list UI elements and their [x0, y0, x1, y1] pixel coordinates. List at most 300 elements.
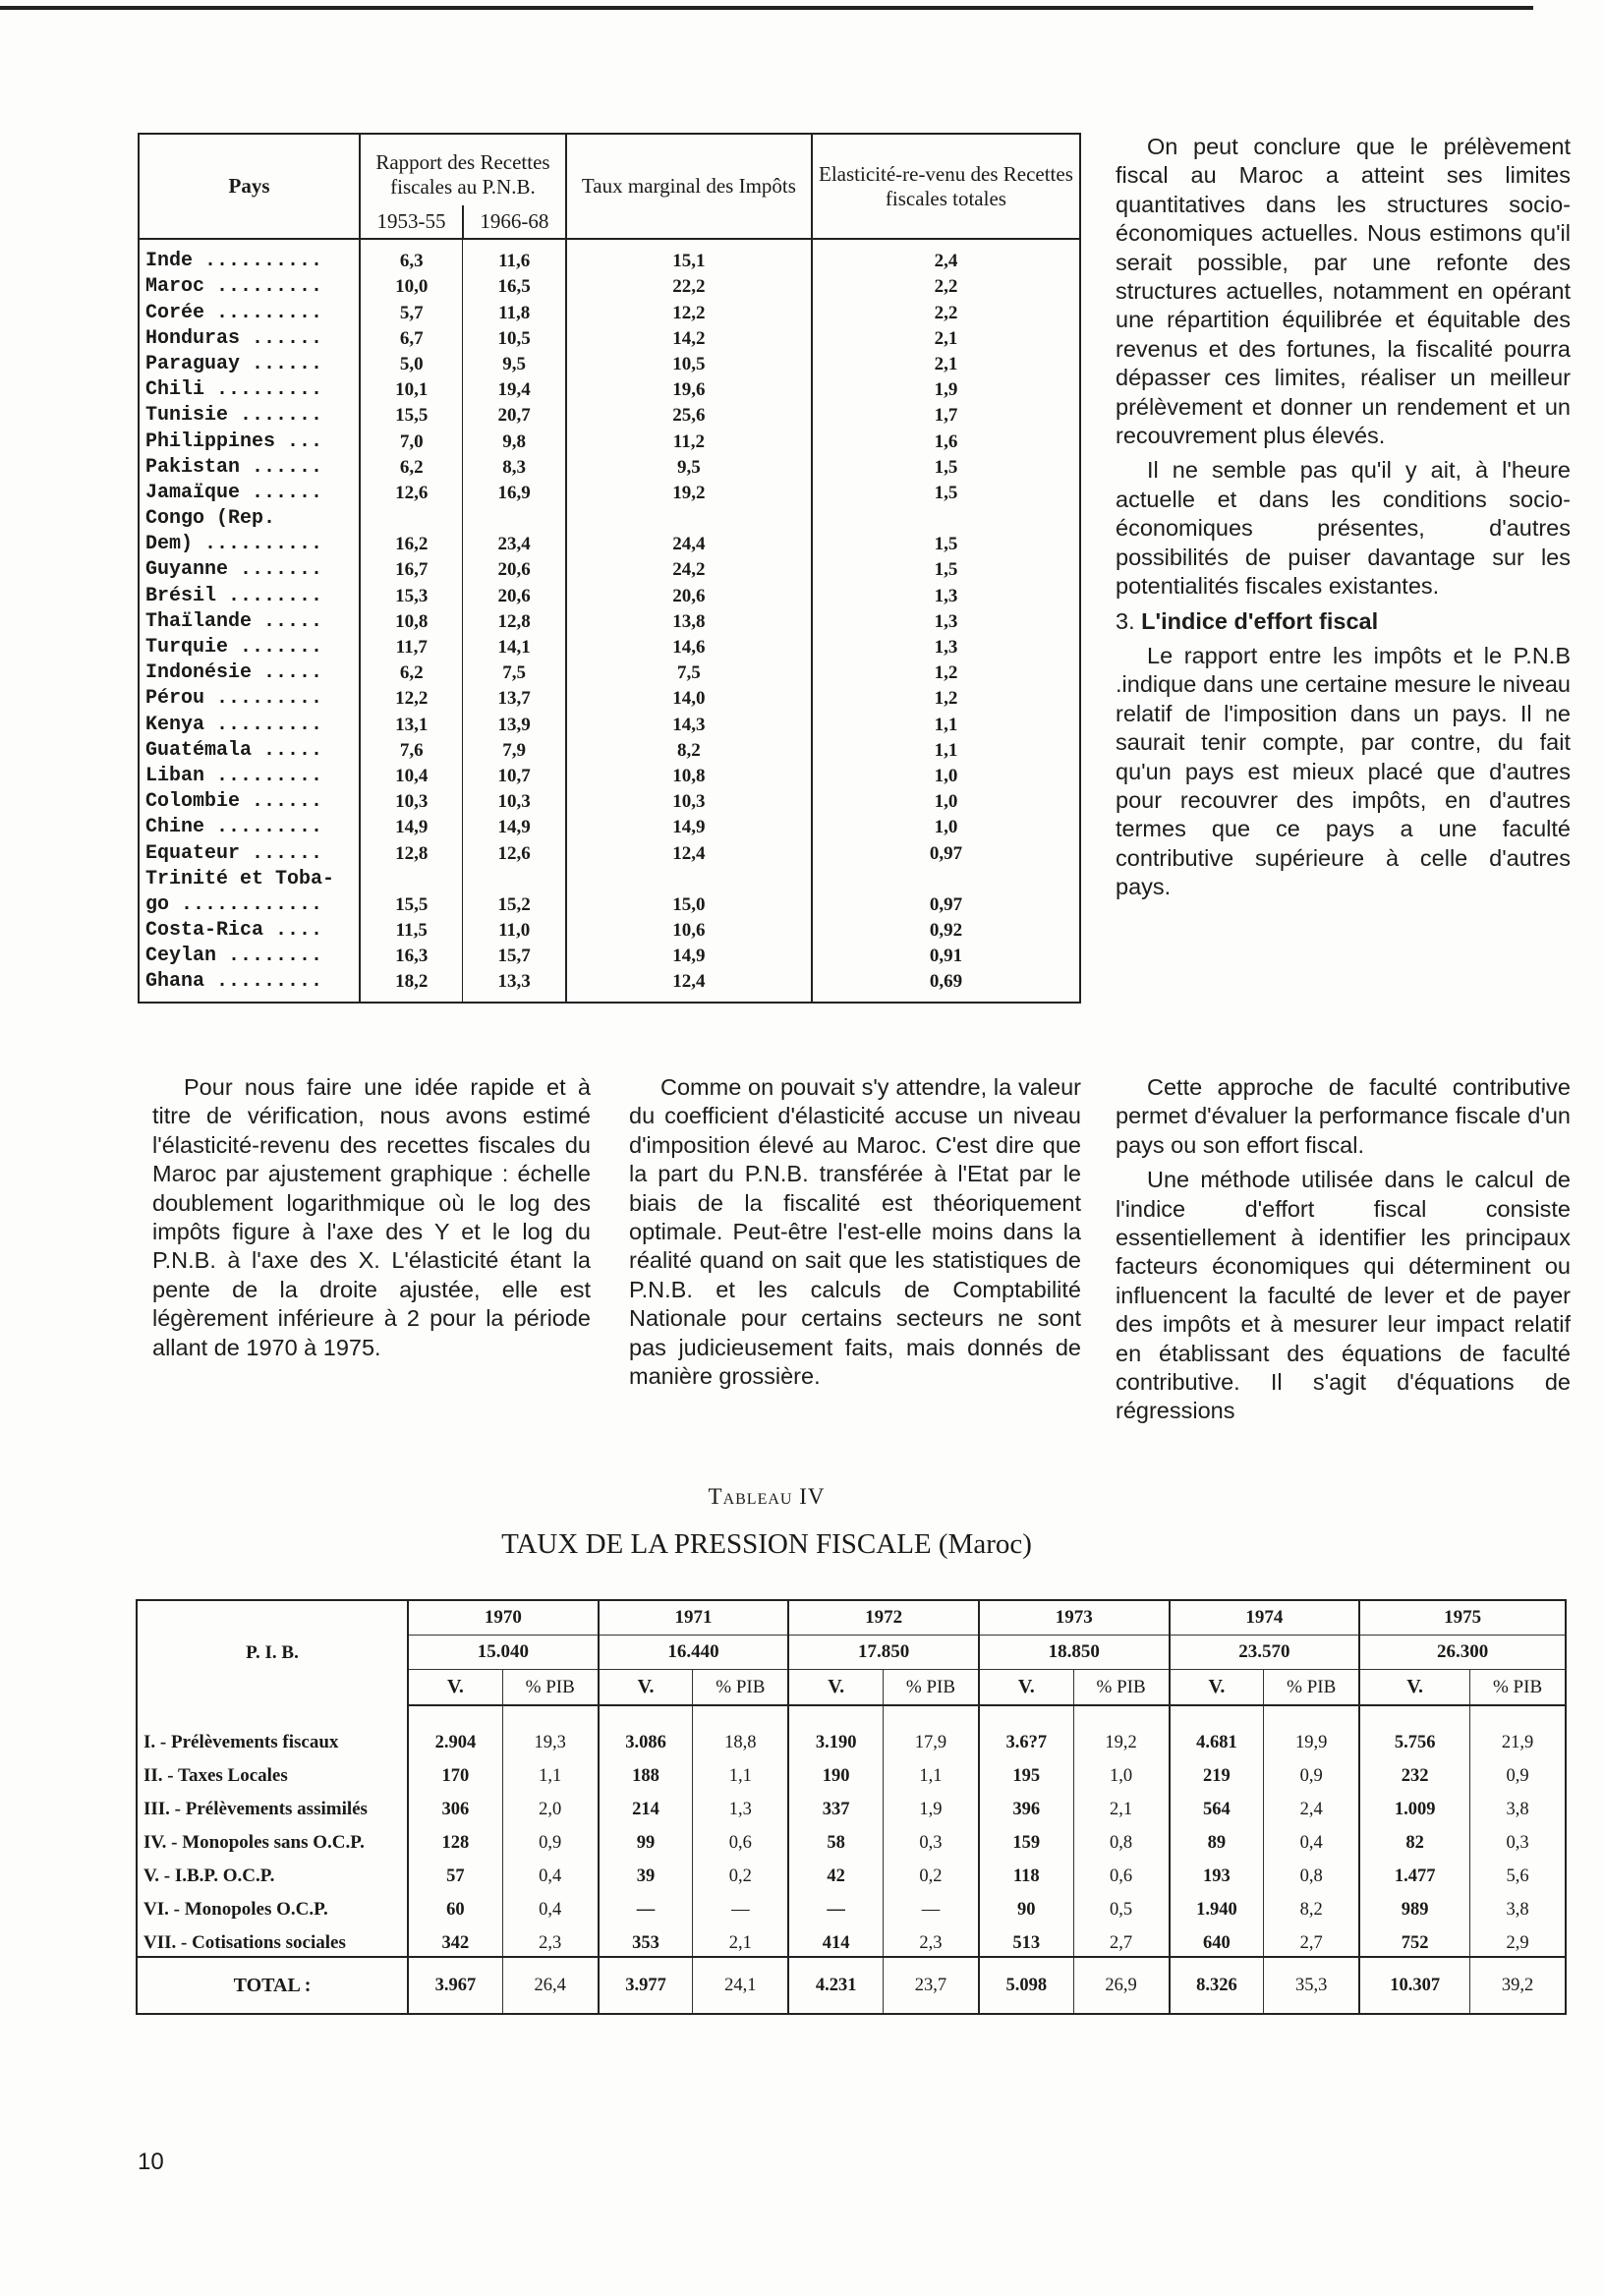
table-row [139, 660, 1080, 685]
value-cell: 195 [979, 1755, 1073, 1789]
value-cell: 353 [599, 1923, 693, 1957]
marginal-rate: 10,8 [566, 763, 812, 788]
value-cell: 1.477 [1359, 1856, 1470, 1889]
marginal-rate: 14,6 [566, 634, 812, 660]
spacer-cell [1073, 1705, 1169, 1722]
pct-cell: 19,3 [502, 1722, 598, 1755]
total-pct: 24,1 [693, 1957, 788, 2014]
marginal-rate [566, 505, 812, 531]
country-name: Colombie ...... [139, 788, 360, 814]
pct-cell: 0,8 [1264, 1856, 1359, 1889]
pct-pib-header: % PIB [502, 1670, 598, 1706]
elasticity: 2,2 [934, 302, 958, 323]
total-value: 3.977 [599, 1957, 693, 2014]
ratio-1966-68: 13,7 [463, 685, 566, 711]
paragraph: Une méthode utilisée dans le calcul de l'indice d'effort fiscal consiste essentiellement à identifier les principaux facteurs économiques qui déterminent ou influencent la faculté de lever et de payer des impôts et à mesurer leur impact relatif en établissant des équations de faculté contributive. Il s'agit d'équations de régressions [1116, 1167, 1571, 1424]
total-pct: 35,3 [1264, 1957, 1359, 2014]
ratio-1966-68: 20,6 [463, 582, 566, 607]
marginal-rate: 15,0 [566, 891, 812, 917]
pct-cell: 2,9 [1470, 1923, 1566, 1957]
table-row [137, 1889, 1566, 1923]
section-title: L'indice d'effort fiscal [1141, 607, 1379, 634]
middle-column-text [629, 1073, 1081, 1397]
marginal-rate: 14,2 [566, 325, 812, 351]
value-cell: 39 [599, 1856, 693, 1889]
section-number: 3. [1116, 607, 1135, 634]
value-cell: 337 [788, 1789, 883, 1822]
country-name: Chili ......... [139, 376, 360, 402]
row-label: III. - Prélèvements assimilés [137, 1789, 408, 1822]
marginal-rate: 7,5 [566, 660, 812, 685]
ratio-1966-68: 12,6 [463, 839, 566, 865]
value-cell: 128 [408, 1822, 502, 1856]
value-cell: 159 [979, 1822, 1073, 1856]
country-name: Philippines ... [139, 428, 360, 453]
ratio-1953-55: 5,7 [360, 299, 463, 324]
v-header: V. [979, 1670, 1073, 1706]
value-cell: 1.009 [1359, 1789, 1470, 1822]
country-name: Corée ......... [139, 299, 360, 324]
paragraph: Cette approche de faculté contributive permet d'évaluer la performance fiscale d'un pays ou son effort fiscal. [1116, 1074, 1571, 1158]
value-cell: 89 [1170, 1822, 1264, 1856]
elasticity-table [138, 133, 1081, 1004]
marginal-rate: 25,6 [566, 402, 812, 428]
country-name: Indonésie ..... [139, 660, 360, 685]
ratio-1966-68: 16,5 [463, 273, 566, 299]
pct-cell: 2,1 [1073, 1789, 1169, 1822]
elasticity: 2,2 [934, 276, 958, 298]
ratio-1953-55: 12,8 [360, 839, 463, 865]
elasticity: 1,5 [934, 482, 958, 503]
ratio-1953-55 [360, 866, 463, 891]
table-row [137, 1822, 1566, 1856]
pct-cell: 0,3 [1470, 1822, 1566, 1856]
value-cell: 188 [599, 1755, 693, 1789]
table-row [139, 917, 1080, 943]
marginal-rate: 14,9 [566, 943, 812, 968]
ratio-1953-55: 16,2 [360, 531, 463, 556]
pct-cell: 0,6 [1073, 1856, 1169, 1889]
pct-cell: 0,9 [502, 1822, 598, 1856]
row-label: VI. - Monopoles O.C.P. [137, 1889, 408, 1923]
value-cell: 752 [1359, 1923, 1470, 1957]
pct-pib-header: % PIB [693, 1670, 788, 1706]
total-pct: 26,4 [502, 1957, 598, 2014]
value-cell: 214 [599, 1789, 693, 1822]
ratio-1966-68: 13,3 [463, 968, 566, 1003]
marginal-rate: 19,2 [566, 480, 812, 505]
pct-cell: 17,9 [884, 1722, 979, 1755]
table-row [139, 325, 1080, 351]
value-cell: 989 [1359, 1889, 1470, 1923]
ratio-1966-68: 9,5 [463, 351, 566, 376]
country-name: Ceylan ........ [139, 943, 360, 968]
pct-cell: 3,8 [1470, 1889, 1566, 1923]
table-row [139, 556, 1080, 582]
ratio-1953-55: 11,7 [360, 634, 463, 660]
value-cell: — [788, 1889, 883, 1923]
table-row [139, 582, 1080, 607]
country-name: go ............ [139, 891, 360, 917]
ratio-1966-68: 10,7 [463, 763, 566, 788]
value-cell: 5.756 [1359, 1722, 1470, 1755]
table-row [139, 351, 1080, 376]
marginal-rate: 12,4 [566, 968, 812, 1003]
pct-cell: 1,0 [1073, 1755, 1169, 1789]
header-rapport: Rapport des Recettes fiscales au P.N.B. [360, 134, 566, 205]
ratio-1953-55: 10,1 [360, 376, 463, 402]
row-label: VII. - Cotisations sociales [137, 1923, 408, 1957]
table-row [139, 299, 1080, 324]
ratio-1966-68 [463, 505, 566, 531]
country-name: Tunisie ....... [139, 402, 360, 428]
spacer-cell [979, 1705, 1073, 1722]
table-row [139, 943, 1080, 968]
ratio-1966-68: 12,8 [463, 608, 566, 634]
value-cell: 232 [1359, 1755, 1470, 1789]
elasticity: 1,5 [934, 456, 958, 478]
table-row [139, 531, 1080, 556]
pct-cell: 1,9 [884, 1789, 979, 1822]
elasticity: 0,97 [929, 893, 963, 915]
ratio-1966-68: 15,7 [463, 943, 566, 968]
country-name: Guyanne ....... [139, 556, 360, 582]
marginal-rate: 14,9 [566, 814, 812, 839]
ratio-1966-68: 7,9 [463, 737, 566, 763]
year-row [137, 1600, 1566, 1636]
ratio-1966-68: 20,6 [463, 556, 566, 582]
country-name: Honduras ...... [139, 325, 360, 351]
pct-cell: 19,2 [1073, 1722, 1169, 1755]
pct-cell: 0,4 [502, 1889, 598, 1923]
marginal-rate: 14,0 [566, 685, 812, 711]
ratio-1966-68: 13,9 [463, 711, 566, 736]
ratio-1953-55: 12,2 [360, 685, 463, 711]
year-header: 1973 [979, 1600, 1170, 1636]
elasticity: 0,97 [929, 842, 963, 864]
total-value: 4.231 [788, 1957, 883, 2014]
top-rule [0, 6, 1533, 10]
value-cell: 3.086 [599, 1722, 693, 1755]
table-label: Tableau IV [708, 1484, 826, 1509]
year-header: 1975 [1359, 1600, 1566, 1636]
elasticity: 0,69 [929, 971, 963, 993]
pib-value: 18.850 [979, 1636, 1170, 1670]
ratio-1966-68: 14,1 [463, 634, 566, 660]
pct-cell: 1,3 [693, 1789, 788, 1822]
elasticity: 1,0 [934, 791, 958, 813]
section-heading [1116, 607, 1571, 636]
value-cell: 190 [788, 1755, 883, 1789]
ratio-1953-55: 6,2 [360, 660, 463, 685]
elasticity: 1,1 [934, 714, 958, 735]
elasticity: 2,4 [934, 251, 958, 272]
value-cell: 219 [1170, 1755, 1264, 1789]
country-name: Trinité et Toba- [139, 866, 360, 891]
table-row [139, 376, 1080, 402]
paragraph: Pour nous faire une idée rapide et à titre de vérification, nous avons estimé l'élasticité-revenu des recettes fiscales du Maroc par ajustement graphique : échelle doublement logarithmique où le log des impôts figure à l'axe des Y et le log du P.N.B. à l'axe des X. L'élasticité étant la pente de la droite ajustée, elle est légèrement inférieure à 2 pour la période allant de 1970 à 1975. [152, 1074, 591, 1360]
pct-cell: 2,1 [693, 1923, 788, 1957]
pct-cell: 1,1 [884, 1755, 979, 1789]
country-name: Congo (Rep. [139, 505, 360, 531]
pct-pib-header: % PIB [884, 1670, 979, 1706]
total-value: 10.307 [1359, 1957, 1470, 2014]
table-row [137, 1923, 1566, 1957]
ratio-1966-68: 19,4 [463, 376, 566, 402]
value-cell: 306 [408, 1789, 502, 1822]
pct-pib-header: % PIB [1264, 1670, 1359, 1706]
table-row [139, 968, 1080, 1003]
ratio-1953-55: 10,0 [360, 273, 463, 299]
header-taux: Taux marginal des Impôts [566, 134, 812, 239]
table-row [139, 239, 1080, 273]
ratio-1953-55: 18,2 [360, 968, 463, 1003]
marginal-rate: 24,2 [566, 556, 812, 582]
paragraph: Il ne semble pas qu'il y ait, à l'heure actuelle et dans les conditions socio-économiques présentes, d'autres possibilités de puiser davantage sur les potentialités fiscales existantes. [1116, 457, 1571, 600]
ratio-1953-55: 10,8 [360, 608, 463, 634]
country-name: Pakistan ...... [139, 454, 360, 480]
table-row [139, 608, 1080, 634]
elasticity: 0,92 [929, 920, 963, 942]
value-cell: 90 [979, 1889, 1073, 1923]
pct-cell: — [693, 1889, 788, 1923]
pct-cell: 18,8 [693, 1722, 788, 1755]
total-value: 3.967 [408, 1957, 502, 2014]
table-row [139, 634, 1080, 660]
total-pct: 23,7 [884, 1957, 979, 2014]
pct-cell: 0,4 [502, 1856, 598, 1889]
marginal-rate: 13,8 [566, 608, 812, 634]
value-cell: 99 [599, 1822, 693, 1856]
marginal-rate: 11,2 [566, 428, 812, 453]
elasticity: 1,5 [934, 559, 958, 581]
ratio-1966-68: 14,9 [463, 814, 566, 839]
total-value: 5.098 [979, 1957, 1073, 2014]
ratio-1953-55: 15,5 [360, 891, 463, 917]
ratio-1953-55: 6,2 [360, 454, 463, 480]
ratio-1966-68: 10,5 [463, 325, 566, 351]
table-title: TAUX DE LA PRESSION FISCALE (Maroc) [501, 1528, 1032, 1560]
country-name: Pérou ......... [139, 685, 360, 711]
pct-cell: 8,2 [1264, 1889, 1359, 1923]
total-row [137, 1957, 1566, 2014]
pct-cell: 2,7 [1264, 1923, 1359, 1957]
row-label: I. - Prélèvements fiscaux [137, 1722, 408, 1755]
fiscal-pressure-table-body [137, 1705, 1566, 2014]
table-row [139, 788, 1080, 814]
value-cell: 118 [979, 1856, 1073, 1889]
year-header: 1971 [599, 1600, 789, 1636]
country-name: Costa-Rica .... [139, 917, 360, 943]
spacer-cell [693, 1705, 788, 1722]
pct-pib-header: % PIB [1073, 1670, 1169, 1706]
elasticity: 1,9 [934, 379, 958, 401]
year-header: 1970 [408, 1600, 599, 1636]
ratio-1966-68: 15,2 [463, 891, 566, 917]
marginal-rate: 15,1 [566, 239, 812, 273]
country-name: Equateur ...... [139, 839, 360, 865]
year-header: 1972 [788, 1600, 979, 1636]
pct-cell: 2,3 [502, 1923, 598, 1957]
ratio-1953-55: 16,7 [360, 556, 463, 582]
pct-cell: 0,2 [884, 1856, 979, 1889]
pct-cell: 2,7 [1073, 1923, 1169, 1957]
elasticity: 0,91 [929, 946, 963, 967]
ratio-1953-55: 14,9 [360, 814, 463, 839]
marginal-rate: 22,2 [566, 273, 812, 299]
table-row [139, 454, 1080, 480]
v-header: V. [408, 1670, 502, 1706]
spacer-row [137, 1705, 1566, 1722]
page-number: 10 [138, 2149, 164, 2175]
row-label: II. - Taxes Locales [137, 1755, 408, 1789]
value-cell: — [599, 1889, 693, 1923]
fiscal-pressure-table [136, 1599, 1567, 2015]
marginal-rate: 12,4 [566, 839, 812, 865]
table-row [137, 1722, 1566, 1755]
elasticity: 1,1 [934, 739, 958, 761]
country-name: Paraguay ...... [139, 351, 360, 376]
country-name: Guatémala ..... [139, 737, 360, 763]
elasticity: 2,1 [934, 327, 958, 349]
pct-cell: 0,5 [1073, 1889, 1169, 1923]
table-row [139, 428, 1080, 453]
pct-cell: 1,1 [693, 1755, 788, 1789]
right-column-text-2 [1116, 1073, 1571, 1432]
ratio-1966-68: 8,3 [463, 454, 566, 480]
elasticity: 1,3 [934, 610, 958, 632]
pct-cell: 2,3 [884, 1923, 979, 1957]
header-year-1966: 1966-68 [463, 205, 566, 239]
pct-cell: 0,4 [1264, 1822, 1359, 1856]
table-row [139, 763, 1080, 788]
ratio-1966-68 [463, 866, 566, 891]
marginal-rate [566, 866, 812, 891]
spacer-cell [788, 1705, 883, 1722]
ratio-1966-68: 11,0 [463, 917, 566, 943]
v-header: V. [599, 1670, 693, 1706]
total-value: 8.326 [1170, 1957, 1264, 2014]
left-column-text [152, 1073, 591, 1368]
pct-pib-header: % PIB [1470, 1670, 1566, 1706]
country-name: Thaïlande ..... [139, 608, 360, 634]
elasticity: 1,0 [934, 765, 958, 786]
ratio-1953-55: 15,5 [360, 402, 463, 428]
table-row [139, 711, 1080, 736]
spacer-cell [502, 1705, 598, 1722]
pib-value: 15.040 [408, 1636, 599, 1670]
table-row [137, 1789, 1566, 1822]
pct-cell: — [884, 1889, 979, 1923]
ratio-1966-68: 10,3 [463, 788, 566, 814]
value-cell: 396 [979, 1789, 1073, 1822]
ratio-1953-55: 7,0 [360, 428, 463, 453]
elasticity: 1,0 [934, 817, 958, 838]
marginal-rate: 12,2 [566, 299, 812, 324]
table-row [139, 273, 1080, 299]
value-cell: 193 [1170, 1856, 1264, 1889]
country-name: Chine ......... [139, 814, 360, 839]
paragraph: Comme on pouvait s'y attendre, la valeur du coefficient d'élasticité accuse un niveau d'imposition élevé au Maroc. C'est dire que la part du P.N.B. transférée à l'Etat par le biais de la fiscalité est théoriquement optimale. Peut-être l'est-elle moins dans la réalité quand on sait que les statistiques de P.N.B. et les calculs de Comptabilité Nationale pour certains secteurs ne sont pas judicieusement faits, mais donnés de manière grossière. [629, 1074, 1081, 1390]
elasticity [812, 505, 1080, 531]
value-cell: 414 [788, 1923, 883, 1957]
table-row [137, 1755, 1566, 1789]
country-name: Brésil ........ [139, 582, 360, 607]
value-cell: 4.681 [1170, 1722, 1264, 1755]
marginal-rate: 19,6 [566, 376, 812, 402]
marginal-rate: 24,4 [566, 531, 812, 556]
value-cell: 564 [1170, 1789, 1264, 1822]
v-header: V. [1170, 1670, 1264, 1706]
ratio-1953-55: 10,4 [360, 763, 463, 788]
value-cell: 1.940 [1170, 1889, 1264, 1923]
value-cell: 57 [408, 1856, 502, 1889]
ratio-1966-68: 7,5 [463, 660, 566, 685]
ratio-1966-68: 16,9 [463, 480, 566, 505]
table-row [139, 737, 1080, 763]
elasticity: 1,5 [934, 534, 958, 555]
country-name: Jamaïque ...... [139, 480, 360, 505]
value-cell: 58 [788, 1822, 883, 1856]
marginal-rate: 10,5 [566, 351, 812, 376]
ratio-1953-55 [360, 505, 463, 531]
spacer-cell [408, 1705, 502, 1722]
ratio-1953-55: 6,3 [360, 239, 463, 273]
header-elasticite: Elasticité-re-venu des Recettes fiscales totales [812, 134, 1080, 239]
spacer-cell [137, 1705, 408, 1722]
elasticity: 1,2 [934, 662, 958, 684]
ratio-1966-68: 20,7 [463, 402, 566, 428]
pct-cell: 1,1 [502, 1755, 598, 1789]
elasticity [812, 866, 1080, 891]
country-name: Kenya ......... [139, 711, 360, 736]
table-row [139, 685, 1080, 711]
ratio-1966-68: 9,8 [463, 428, 566, 453]
row-label: V. - I.B.P. O.C.P. [137, 1856, 408, 1889]
marginal-rate: 10,3 [566, 788, 812, 814]
ratio-1953-55: 16,3 [360, 943, 463, 968]
marginal-rate: 14,3 [566, 711, 812, 736]
elasticity: 1,6 [934, 430, 958, 452]
value-cell: 170 [408, 1755, 502, 1789]
ratio-1953-55: 15,3 [360, 582, 463, 607]
ratio-1953-55: 10,3 [360, 788, 463, 814]
ratio-1953-55: 13,1 [360, 711, 463, 736]
country-name: Turquie ....... [139, 634, 360, 660]
table-row [139, 402, 1080, 428]
pib-value: 16.440 [599, 1636, 789, 1670]
ratio-1966-68: 11,6 [463, 239, 566, 273]
pct-cell: 0,2 [693, 1856, 788, 1889]
spacer-cell [1264, 1705, 1359, 1722]
elasticity: 1,2 [934, 688, 958, 710]
pct-cell: 5,6 [1470, 1856, 1566, 1889]
pib-label: P. I. B. [137, 1600, 408, 1705]
ratio-1953-55: 7,6 [360, 737, 463, 763]
country-name: Dem) .......... [139, 531, 360, 556]
fiscal-pressure-table-head [137, 1600, 1566, 1705]
country-name: Inde .......... [139, 239, 360, 273]
value-cell: 3.6?7 [979, 1722, 1073, 1755]
value-cell: 2.904 [408, 1722, 502, 1755]
right-column-text [1116, 133, 1571, 908]
total-label: TOTAL : [137, 1957, 408, 2014]
value-cell: 513 [979, 1923, 1073, 1957]
row-label: IV. - Monopoles sans O.C.P. [137, 1822, 408, 1856]
value-cell: 42 [788, 1856, 883, 1889]
table-row [139, 866, 1080, 891]
pct-cell: 21,9 [1470, 1722, 1566, 1755]
